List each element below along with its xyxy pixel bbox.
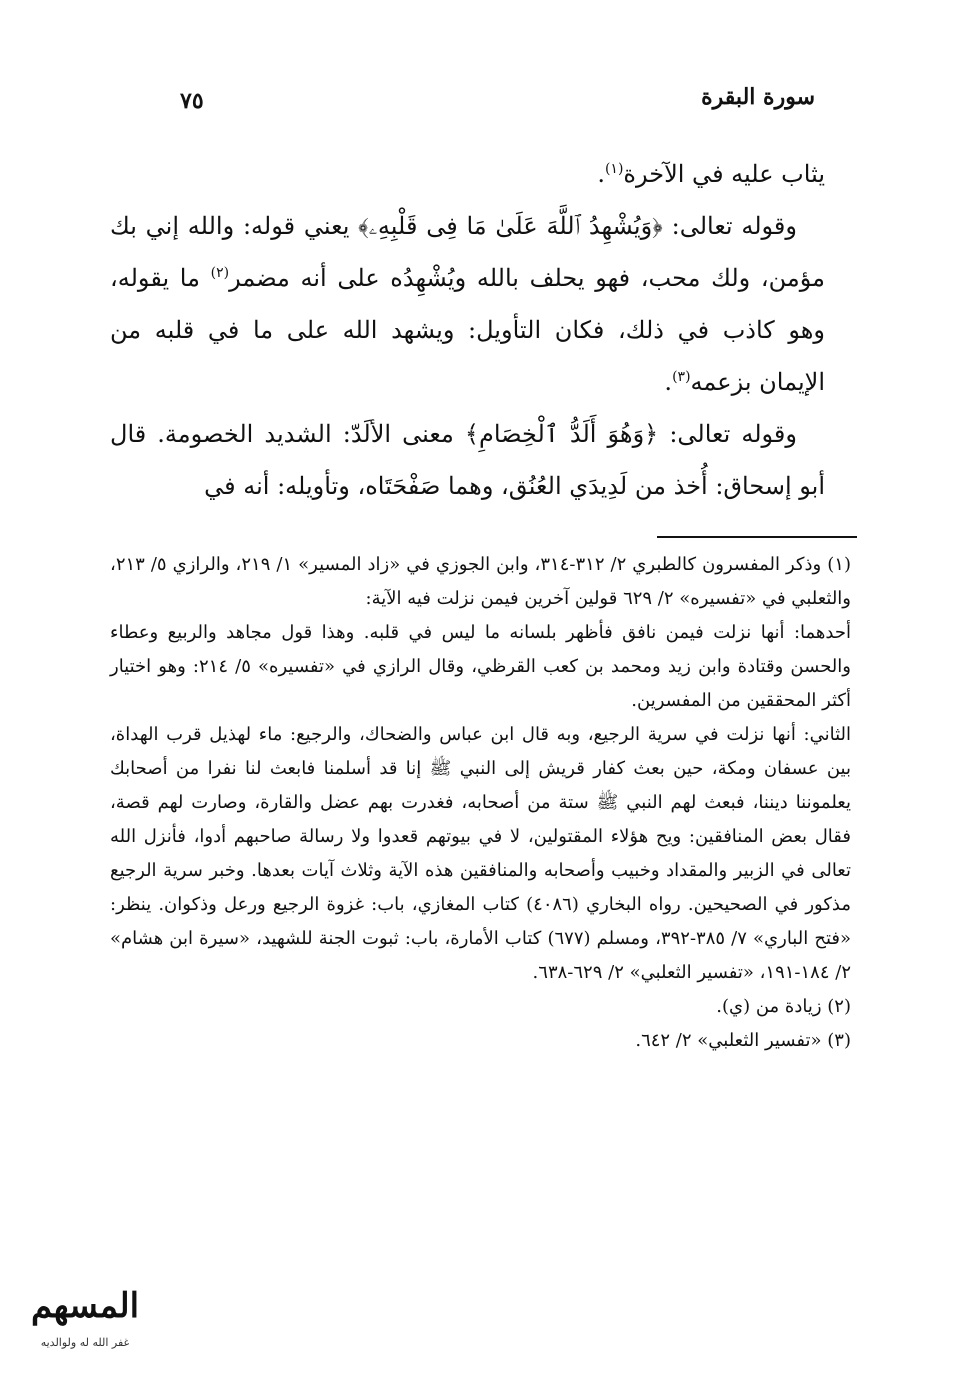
main-text [110, 148, 825, 512]
text-run: . [597, 160, 605, 188]
footnote-ref: (٢) [210, 265, 230, 281]
publisher-logo [10, 1278, 160, 1358]
text-run: وقوله تعالى: [662, 212, 797, 240]
surah-title: سورة البقرة [701, 84, 815, 110]
footnote-ref: (٣) [672, 369, 691, 385]
footnote-1: (١) وذكر المفسرون كالطبري ٢/ ٣١٢-٣١٤، وابن الجوزي في «زاد المسير» ١/ ٢١٩، والرازي ٥/ ٢١٣، والثعلبي في «تفسيره» ٢/ ٦٢٩ قولين آخرين فيمن نزلت فيه الآية: [110, 554, 851, 609]
footnote-2: (٢) زيادة من (ي). [716, 996, 851, 1017]
footnote-3: (٣) «تفسير الثعلبي» ٢/ ٦٤٢. [635, 1030, 851, 1051]
quran-verse: ﴿وَيُشْهِدُ ٱللَّهَ عَلَىٰ مَا فِى قَلْبِهِۦ﴾ [358, 212, 663, 240]
paragraph-3 [110, 408, 825, 512]
logo-text: المسهم [30, 1286, 140, 1326]
paragraph-1 [110, 148, 825, 200]
text-run: وقوله تعالى: [658, 420, 797, 448]
page-number: ٧٥ [180, 88, 204, 114]
footnote-ref: (١) [604, 161, 624, 177]
page-header [180, 84, 815, 124]
text-run: . [664, 368, 673, 396]
text-run: يعني قوله: والله إني بك مؤمن، ولك محب، فهو يحلف بالله ويُشْهِدُه على أنه مضمر [110, 212, 825, 292]
text-run: ما يقوله، وهو كاذب في ذلك، فكان التأويل: ويشهد الله على ما في قلبه من الإيمان بزعمه [110, 264, 825, 396]
footnote-1-part-3: الثاني: أنها نزلت في سرية الرجيع، وبه قال ابن عباس والضحاك، والرجيع: ماء لهذيل قرب الهداة، بين عسفان ومكة، حين بعث كفار قريش إلى النبي ﷺ إنا قد أسلمنا فابعث لنا نفرا من أصحابك يعلموننا ديننا، فبعث لهم النبي ﷺ ستة من أصحابه، فغدرت بهم عضل والقارة، وصارت لهم قصة، فقال بعض المنافقين: ويح هؤلاء المقتولين، لا في بيوتهم قعدوا ولا رسالة صاحبهم أدوا، فأنزل الله تعالى في الزبير والمقداد وخبيب وأصحابه والمنافقين هذه الآية وثلاث آيات بعدها. وخبر سرية الرجيع مذكور في الصحيحين. رواه البخاري (٤٠٨٦) كتاب المغازي، باب: غزوة الرجيع ورعل وذكوان. ينظر: «فتح الباري» ٧/ ٣٨٥-٣٩٢، ومسلم (٦٧٧) كتاب الأمارة، باب: ثبوت الجنة للشهيد، «سيرة ابن هشام» ٢/ ١٨٤-١٩١، «تفسير الثعلبي» ٢/ ٦٢٩-٦٣٨. [110, 724, 852, 983]
quran-verse: ﴿وَهُوَ أَلَدُّ ٱلْخِصَامِ﴾ [464, 420, 659, 448]
paragraph-2 [110, 200, 825, 408]
logo-subtext: غفر الله له ولوالديه [40, 1336, 130, 1349]
text-run: معنى الألَدّ: الشديد الخصومة. قال أبو إسحاق: أُخذ من لَدِيدَي العُنُق، وهما صَفْحَتَاه، وتأويله: أنه في [110, 420, 825, 500]
footnotes [110, 548, 851, 1058]
footnote-separator [657, 536, 857, 538]
footnote-1-part-2: أحدهما: أنها نزلت فيمن نافق فأظهر بلسانه ما ليس في قلبه. وهذا قول مجاهد والربيع وعطاء والحسن وقتادة وابن زيد ومحمد بن كعب القرظي، وقال الرازي في «تفسيره» ٥/ ٢١٤: وهو اختيار أكثر المحققين من المفسرين. [110, 622, 851, 711]
text-run: يثاب عليه في الآخرة [623, 160, 825, 188]
